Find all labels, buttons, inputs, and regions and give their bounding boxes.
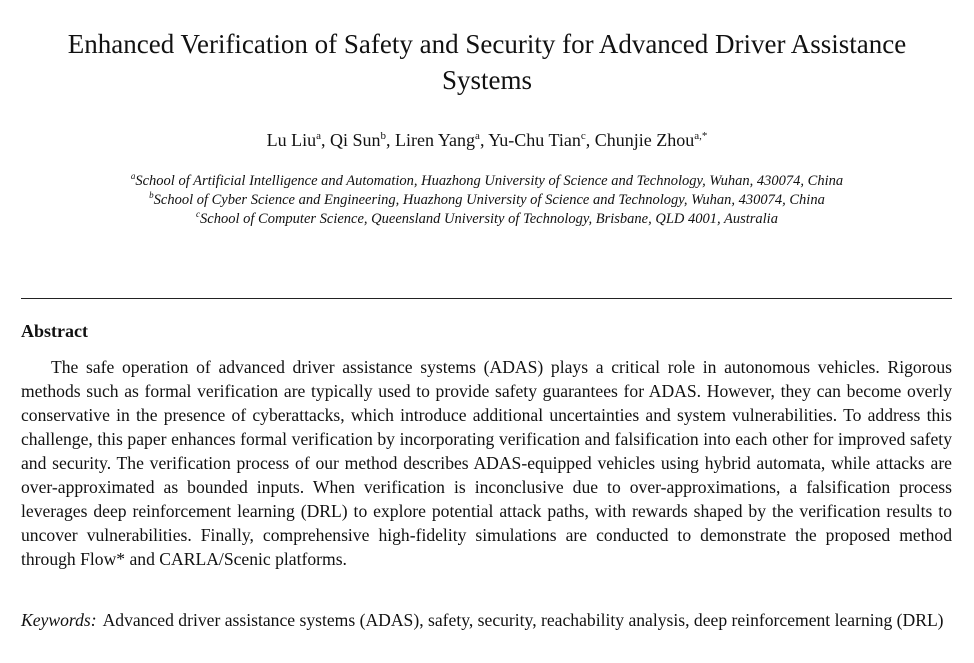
author-affiliation-mark: a xyxy=(316,130,322,142)
author-name: Qi Sun xyxy=(330,130,381,150)
abstract-text: The safe operation of advanced driver assistance systems (ADAS) plays a critical role in autonomous vehicles. Rigorous methods such as formal verification are typically used to provide safety guarantees for ADAS. However, they can become overly conservative in the presence of cyberattacks, which introduce additional uncertainties and system vulnerabilities. To address this challenge, this paper enhances formal verification by incorporating verification and falsification into each other for improved safety and security. The verification process of our method describes ADAS-equipped vehicles using hybrid automata, while attacks are over-approximated as bounded inputs. When verification is inconclusive due to over-approximations, a falsification process leverages deep reinforcement learning (DRL) to explore potential attack paths, with rewards shaped by the verification results to uncover vulnerabilities. Finally, comprehensive high-fidelity simulations are conducted to demonstrate the proposed method through Flow* and CARLA/Scenic platforms. xyxy=(21,357,952,569)
affiliation-line xyxy=(20,172,954,191)
author-affiliation-mark: b xyxy=(380,130,387,142)
author-affiliation-mark: a,* xyxy=(694,130,708,142)
affiliation-list xyxy=(20,172,954,229)
author-list: Lu Liu$^a$, Qi Sun$^b$, Liren Yang$^a$, Yu-Chu Tian$^c$, Chunjie Zhou$^{a,*}$ xyxy=(266,130,708,150)
keywords-label: Keywords: xyxy=(21,610,97,630)
affiliation-text: School of Artificial Intelligence and Automation, Huazhong University of Science and Technology, Wuhan, 430074, China xyxy=(135,173,844,189)
affiliation-text: School of Cyber Science and Engineering, Huazhong University of Science and Technology, Wuhan, 430074, China xyxy=(153,192,825,208)
author-name: Chunjie Zhou xyxy=(594,130,695,150)
keywords-text: Advanced driver assistance systems (ADAS), safety, security, reachability analysis, deep reinforcement learning (DRL) xyxy=(102,610,944,630)
affiliation-mark: c xyxy=(196,209,201,220)
abstract-heading: Abstract xyxy=(21,321,88,341)
affiliation-mark: b xyxy=(149,190,154,201)
author-affiliation-mark: a xyxy=(475,130,480,142)
author-name: Liren Yang xyxy=(395,130,476,150)
section-divider xyxy=(21,298,952,299)
affiliation-line xyxy=(20,191,954,210)
keywords-line xyxy=(21,608,952,632)
affiliation-line xyxy=(20,210,954,229)
affiliation-mark: a xyxy=(130,171,136,182)
author-name: Yu-Chu Tian xyxy=(488,130,581,150)
affiliation-text: School of Computer Science, Queensland University of Technology, Brisbane, QLD 4001, Australia xyxy=(200,211,778,227)
paper-title: Enhanced Verification of Safety and Security for Advanced Driver Assistance Systems xyxy=(67,29,907,95)
author-name: Lu Liu xyxy=(266,130,317,150)
author-affiliation-mark: c xyxy=(580,130,586,142)
